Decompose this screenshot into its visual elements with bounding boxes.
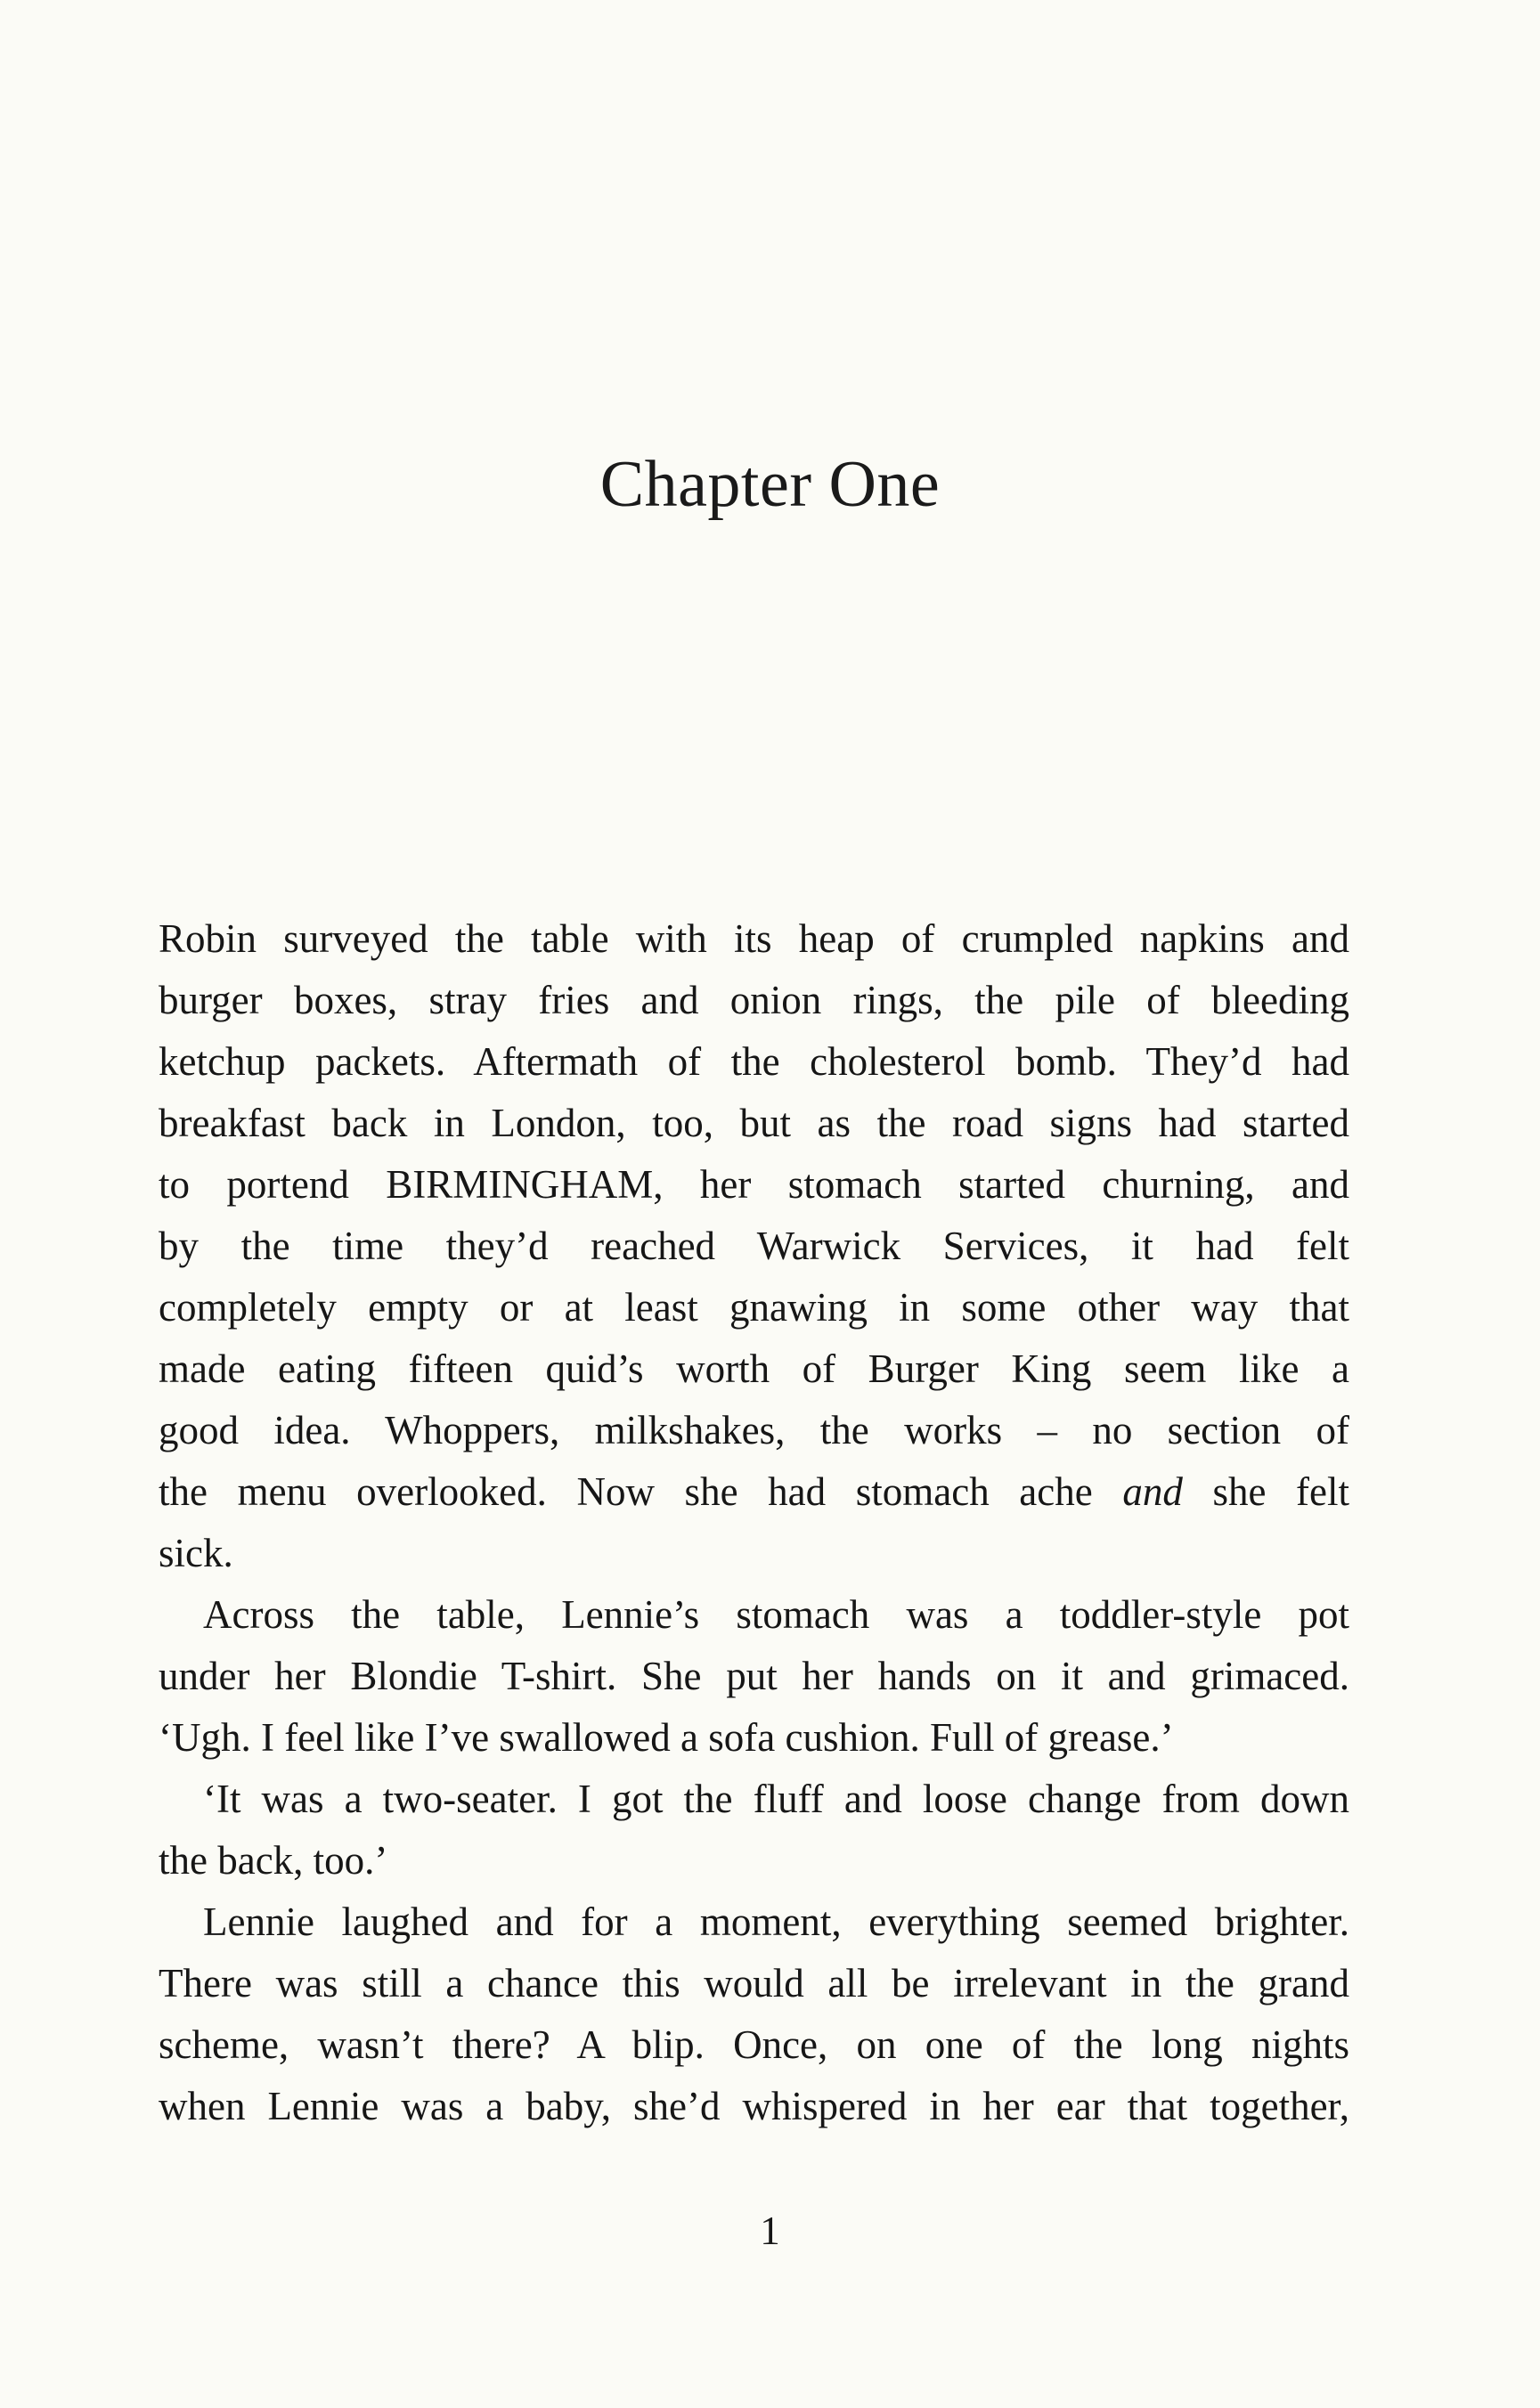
chapter-title: Chapter One <box>599 448 941 521</box>
paragraph-3 <box>159 1769 1349 1891</box>
text-line: under her Blondie T-shirt. She put her hands on it and grimaced. <box>159 1654 1349 1698</box>
text-line: to portend BIRMINGHAM, her stomach started churning, and <box>159 1162 1349 1207</box>
paragraph-2 <box>159 1584 1349 1769</box>
text-line: Lennie laughed and for a moment, everything seemed brighter. <box>203 1900 1349 1944</box>
text-line: scheme, wasn’t there? A blip. Once, on one of the long nights <box>159 2022 1349 2067</box>
text-segment: she felt <box>1212 1469 1349 1514</box>
text-line: by the time they’d reached Warwick Services, it had felt <box>159 1224 1349 1268</box>
text-line: when Lennie was a baby, she’d whispered in her ear that together, <box>159 2084 1349 2128</box>
text-line: Robin surveyed the table with its heap of crumpled napkins and <box>159 916 1349 961</box>
emphasis-word: and <box>1122 1469 1183 1514</box>
text-line: made eating fifteen quid’s worth of Burger King seem like a <box>159 1346 1349 1391</box>
text-line: ketchup packets. Aftermath of the cholesterol bomb. They’d had <box>159 1039 1349 1084</box>
text-segment: the menu overlooked. Now she had stomach ache <box>159 1469 1093 1514</box>
text-line: burger boxes, stray fries and onion rings, the pile of bleeding <box>159 978 1349 1022</box>
text-line: There was still a chance this would all be irrelevant in the grand <box>159 1961 1349 2005</box>
text-line: completely empty or at least gnawing in some other way that <box>159 1285 1349 1330</box>
text-line: good idea. Whoppers, milkshakes, the works – no section of <box>159 1408 1349 1452</box>
text-line: Across the table, Lennie’s stomach was a toddler-style pot <box>203 1592 1349 1637</box>
paragraph-4 <box>159 1891 1349 2137</box>
text-line-with-emphasis <box>159 1461 1349 1523</box>
paragraph-1 <box>159 908 1349 1584</box>
page-number: 1 <box>760 2209 780 2253</box>
text-line: breakfast back in London, too, but as the road signs had started <box>159 1101 1349 1145</box>
text-line: sick. <box>159 1531 233 1575</box>
text-line: the back, too.’ <box>159 1838 388 1883</box>
body-text <box>159 908 1349 2137</box>
text-line: ‘Ugh. I feel like I’ve swallowed a sofa cushion. Full of grease.’ <box>159 1715 1174 1760</box>
text-line: ‘It was a two-seater. I got the fluff and loose change from down <box>203 1777 1349 1821</box>
